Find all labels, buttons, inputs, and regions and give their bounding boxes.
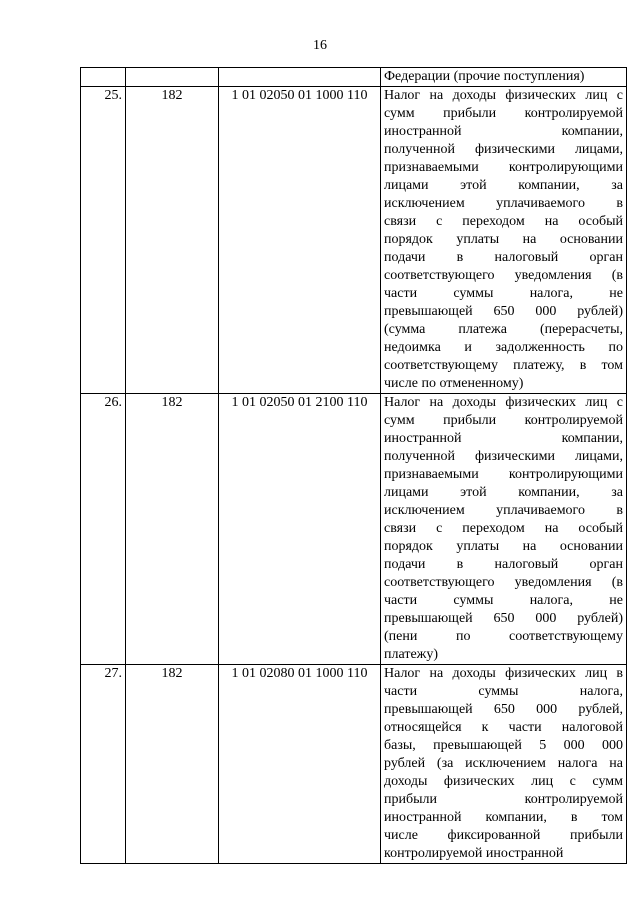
page-number: 16 (313, 38, 327, 53)
name-line: исключением уплачиваемого в (384, 196, 623, 211)
name-line: полученной физическими лицами, (384, 449, 623, 464)
table-row (81, 665, 627, 864)
name-line: числе по отмененному) (384, 376, 524, 391)
name-line: признаваемыми контролирующими (384, 160, 623, 175)
name-line: соответствующего уведомления (в (384, 575, 623, 590)
cell-name (381, 68, 627, 87)
cell-num (81, 68, 126, 87)
cell-admin-code (126, 68, 219, 87)
budget-codes-table (80, 67, 627, 864)
table-row (81, 87, 627, 394)
name-line: части суммы налога, не (384, 593, 623, 608)
name-line: связи с переходом на особый (384, 214, 623, 229)
name-line: части суммы налога, не (384, 286, 623, 301)
name-line: (сумма платежа (перерасчеты, (384, 322, 623, 337)
name-line: соответствующему платежу, в том (384, 358, 623, 373)
name-line: подачи в налоговый орган (384, 557, 623, 572)
income-name (381, 665, 627, 864)
name-line: (пени по соответствующему (384, 629, 623, 644)
name-line: иностранной компании, в том (384, 810, 623, 825)
name-line: иностранной компании, (384, 124, 623, 139)
table-row (81, 394, 627, 665)
income-name (381, 87, 627, 394)
name-line: порядок уплаты на основании (384, 232, 623, 247)
income-name (381, 394, 627, 665)
name-line: прибыли контролируемой (384, 792, 623, 807)
name-line: платежу) (384, 647, 438, 662)
row-number: 27. (81, 665, 126, 864)
name-line: порядок уплаты на основании (384, 539, 623, 554)
row-number: 26. (81, 394, 126, 665)
name-line: подачи в налоговый орган (384, 250, 623, 265)
row-number: 25. (81, 87, 126, 394)
name-line: Налог на доходы физических лиц с (384, 88, 623, 103)
name-line: недоимка и задолженность по (384, 340, 623, 355)
cell-kbk (219, 68, 381, 87)
name-line: исключением уплачиваемого в (384, 503, 623, 518)
kbk-code: 1 01 02050 01 1000 110 (219, 87, 381, 394)
name-line: базы, превышающей 5 000 000 (384, 738, 623, 753)
name-line: части суммы налога, (384, 684, 623, 699)
name-line: признаваемыми контролирующими (384, 467, 623, 482)
name-line: связи с переходом на особый (384, 521, 623, 536)
name-line: Налог на доходы физических лиц с (384, 395, 623, 410)
name-line: лицами этой компании, за (384, 178, 623, 193)
kbk-code: 1 01 02050 01 2100 110 (219, 394, 381, 665)
name-line: сумм прибыли контролируемой (384, 413, 623, 428)
name-line: Налог на доходы физических лиц в (384, 666, 623, 681)
name-line: сумм прибыли контролируемой (384, 106, 623, 121)
table-row-continued (81, 68, 627, 87)
name-line: Федерации (прочие поступления) (384, 69, 585, 84)
name-line: доходы физических лиц с сумм (384, 774, 623, 789)
admin-code: 182 (126, 87, 219, 394)
name-line: иностранной компании, (384, 431, 623, 446)
table-body (81, 87, 627, 864)
name-line: числе фиксированной прибыли (384, 828, 623, 843)
admin-code: 182 (126, 665, 219, 864)
name-line: рублей (за исключением налога на (384, 756, 623, 771)
kbk-code: 1 01 02080 01 1000 110 (219, 665, 381, 864)
name-line: относящейся к части налоговой (384, 720, 623, 735)
name-line: превышающей 650 000 рублей) (384, 611, 623, 626)
name-line: превышающей 650 000 рублей) (384, 304, 623, 319)
name-line: контролируемой иностранной (384, 846, 564, 861)
name-line: полученной физическими лицами, (384, 142, 623, 157)
name-line: лицами этой компании, за (384, 485, 623, 500)
name-line: соответствующего уведомления (в (384, 268, 623, 283)
admin-code: 182 (126, 394, 219, 665)
name-line: превышающей 650 000 рублей, (384, 702, 623, 717)
